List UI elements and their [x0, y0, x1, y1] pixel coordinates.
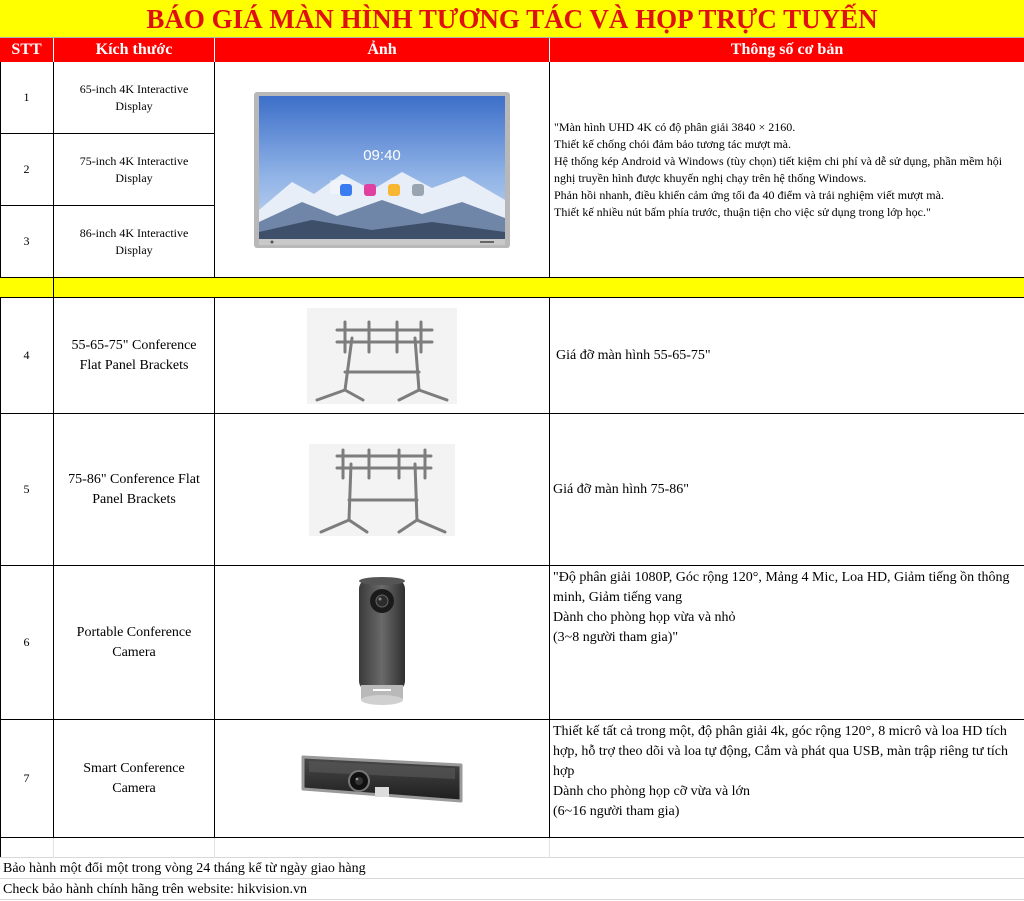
display-screen-clock: 09:40: [363, 146, 401, 164]
row-1-name: 65-inch 4K Interactive Display: [54, 62, 215, 134]
smart-camera-image: [297, 739, 467, 819]
separator-divider: [53, 278, 54, 298]
row-2-name: 75-inch 4K Interactive Display: [54, 134, 215, 206]
smart-camera-image-cell: [215, 720, 550, 838]
interactive-display-image: [252, 90, 512, 250]
bracket-2-image-cell: [215, 414, 550, 566]
camera1-spec-line: "Độ phân giải 1080P, Góc rộng 120°, Mảng 4 Mic, Loa HD, Giảm tiếng ồn thông minh, Giảm tiếng vang: [553, 570, 1010, 605]
row-4-stt: 4: [0, 298, 54, 414]
camera1-spec-line: (3~8 người tham gia)": [553, 630, 679, 645]
row-4-name: 55-65-75" Conference Flat Panel Brackets: [54, 298, 215, 414]
row-7-stt: 7: [0, 720, 54, 838]
portable-camera-image-cell: [215, 566, 550, 720]
bracket-1-spec: Giá đỡ màn hình 55-65-75": [550, 298, 1024, 414]
interactive-display-specs: [550, 62, 1024, 278]
grid-line: [53, 838, 54, 858]
bracket-1-image-cell: [215, 298, 550, 414]
interactive-display-image-cell: [215, 62, 550, 278]
portable-camera-image: [347, 573, 417, 713]
header-stt: STT: [0, 38, 54, 62]
grid-line: [549, 838, 550, 858]
row-6-stt: 6: [0, 566, 54, 720]
smart-camera-specs: [550, 720, 1024, 838]
header-size: Kích thước: [54, 38, 215, 62]
separator-row: [0, 278, 1024, 298]
portable-camera-specs: [550, 566, 1024, 720]
camera1-spec-line: Dành cho phòng họp vừa và nhỏ: [553, 610, 736, 625]
blank-row: [0, 838, 1024, 858]
page-title: BÁO GIÁ MÀN HÌNH TƯƠNG TÁC VÀ HỌP TRỰC TUYẾN: [0, 0, 1024, 38]
warranty-check-note: Check bảo hành chính hãng trên website: hikvision.vn: [0, 879, 1024, 900]
row-3-stt: 3: [0, 206, 54, 278]
warranty-note: Bảo hành một đổi một trong vòng 24 tháng kể từ ngày giao hàng: [0, 858, 1024, 879]
display-spec-line: Thiết kế nhiều nút bấm phía trước, thuận tiện cho việc sử dụng trong lớp học.": [554, 204, 931, 219]
header-image: Ảnh: [215, 38, 550, 62]
grid-line: [214, 838, 215, 858]
row-5-name: 75-86" Conference Flat Panel Brackets: [54, 414, 215, 566]
bracket-2-spec: Giá đỡ màn hình 75-86": [550, 414, 1024, 566]
display-spec-line: Hệ thống kép Android và Windows (tùy chọn) tiết kiệm chi phí và dễ sử dụng, phần mềm hội nghị truyền hình được khuyến nghị chạy trên hệ thống Windows.: [554, 153, 1003, 185]
row-7-name: Smart Conference Camera: [54, 720, 215, 838]
row-3-name: 86-inch 4K Interactive Display: [54, 206, 215, 278]
header-specs: Thông số cơ bản: [550, 38, 1024, 62]
row-5-stt: 5: [0, 414, 54, 566]
bracket-stand-image: [307, 308, 457, 404]
row-2-stt: 2: [0, 134, 54, 206]
row-6-name: Portable Conference Camera: [54, 566, 215, 720]
camera2-spec-line: (6~16 người tham gia): [553, 804, 680, 819]
display-spec-line: Phản hồi nhanh, điều khiển cảm ứng tối đa 40 điểm và trải nghiệm viết mượt mà.: [554, 187, 944, 202]
row-1-stt: 1: [0, 62, 54, 134]
display-spec-line: "Màn hình UHD 4K có độ phân giải 3840 × 2160.: [554, 119, 796, 134]
camera2-spec-line: Dành cho phòng họp cỡ vừa và lớn: [553, 784, 750, 799]
bracket-stand-image: [309, 444, 455, 536]
display-spec-line: Thiết kế chống chói đảm bảo tương tác mượt mà.: [554, 136, 791, 151]
camera2-spec-line: Thiết kế tất cả trong một, độ phân giải 4k, góc rộng 120°, 8 micrô và loa HD tích hợp, hỗ trợ theo dõi và loa tự động, Cắm và phát qua USB, màn trập riêng tư tích hợp: [553, 724, 1008, 779]
